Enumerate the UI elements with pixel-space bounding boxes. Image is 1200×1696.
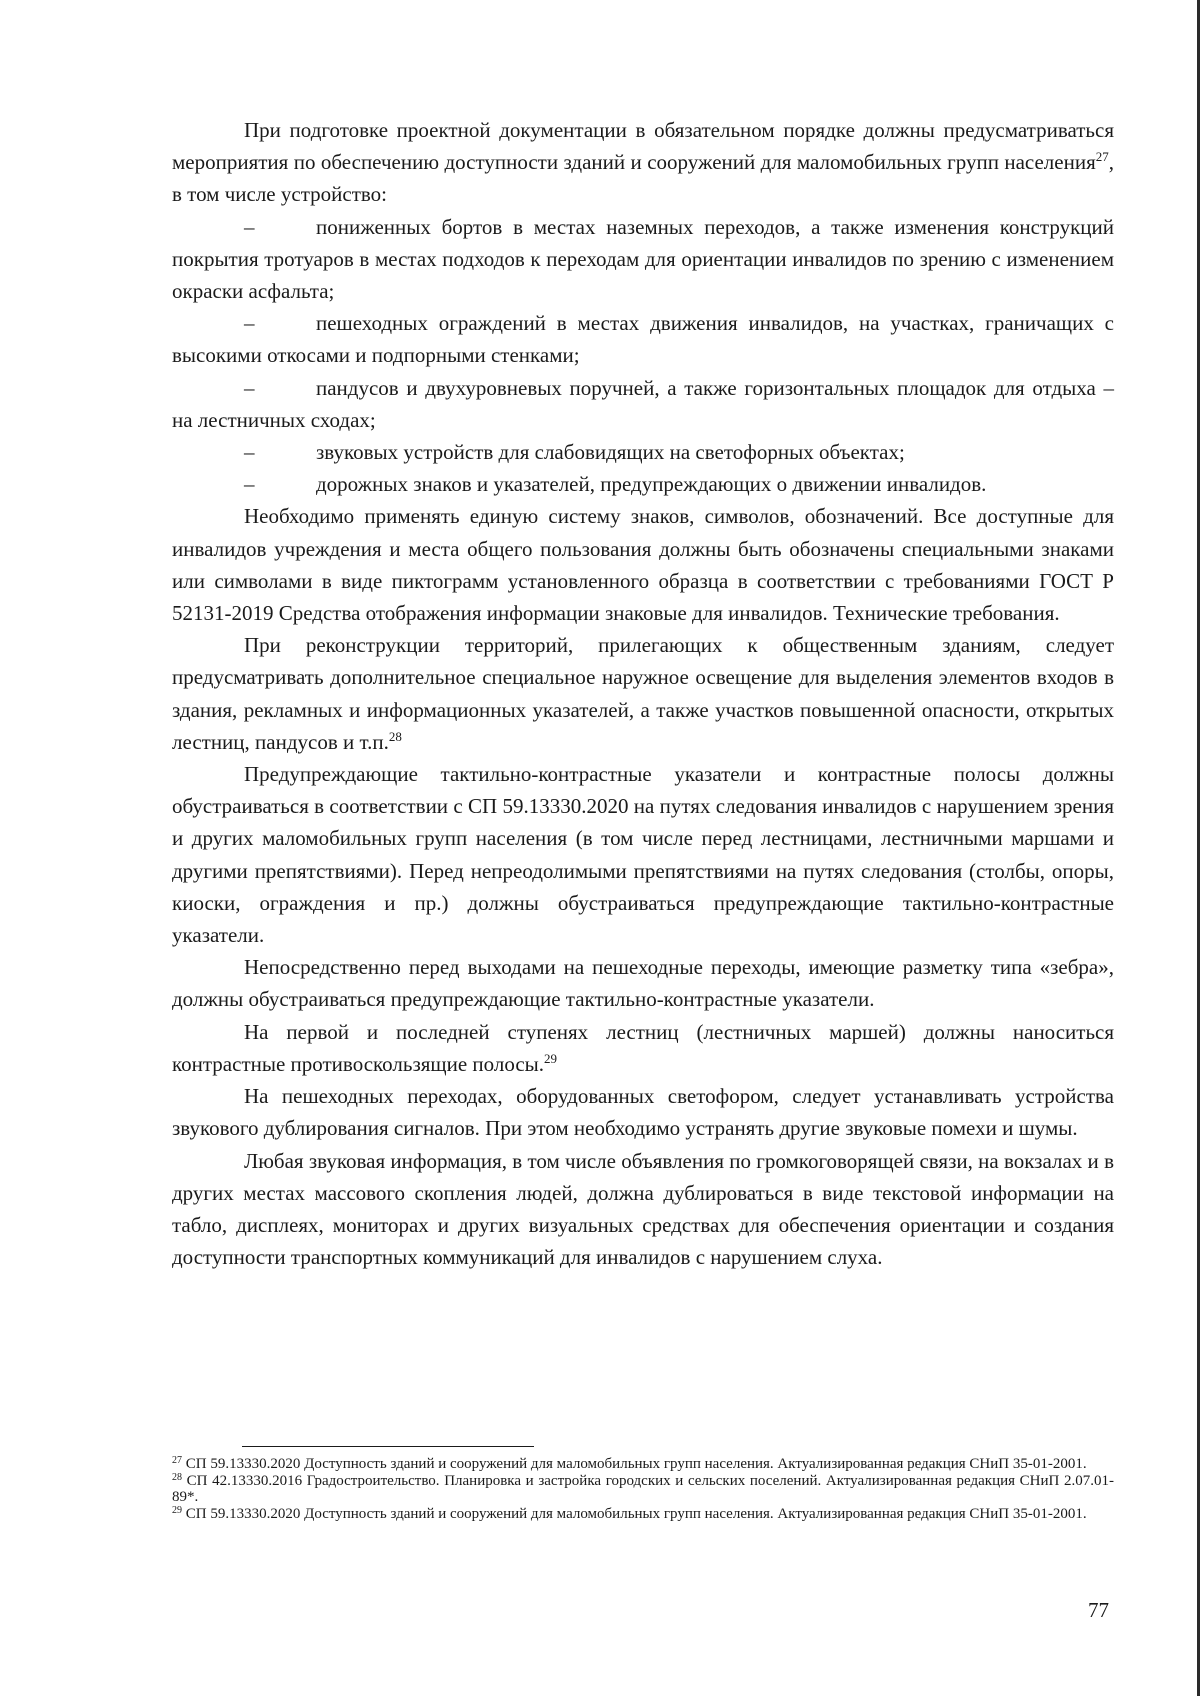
dash-marker: – <box>244 472 255 497</box>
body-text <box>172 114 1114 1273</box>
footnote-ref[interactable]: 27 <box>1095 149 1109 165</box>
list-item: – пониженных бортов в местах наземных переходов, а также изменения конструкций покрытия тротуаров в местах подходов к переходам для ориентации инвалидов по зрению с изменением окраски асфальта; <box>172 211 1114 308</box>
footnote-separator <box>242 1446 534 1447</box>
footnotes <box>172 1456 1114 1522</box>
footnote: $^{27}$ СП 59.13330.2020 Доступность зданий и сооружений для маломобильных групп населения. Актуализированная редакция СНиП 35-01-2001. <box>172 1455 1087 1472</box>
list-item: – пешеходных ограждений в местах движения инвалидов, на участках, граничащих с высокими откосами и подпорными стенками; <box>172 307 1114 371</box>
paragraph: При подготовке проектной документации в обязательном порядке должны предусматриваться мероприятия по обеспечению доступности зданий и сооружений для маломобильных групп населения$^{27}$, в том числе устройство: <box>172 118 1114 207</box>
footnote: $^{29}$ СП 59.13330.2020 Доступность зданий и сооружений для маломобильных групп населения. Актуализированная редакция СНиП 35-01-2001. <box>172 1504 1087 1522</box>
paragraph: На первой и последней ступенях лестниц (лестничных маршей) должны наноситься контрастные противоскользящие полосы.$^{29}$ <box>172 1019 1114 1076</box>
paragraph: Непосредственно перед выходами на пешеходные переходы, имеющие разметку типа «зебра», должны обустраиваться предупреждающие тактильно-контрастные указатели. <box>172 955 1114 1012</box>
footnote-ref[interactable]: 28 <box>388 728 402 744</box>
list-item: – звуковых устройств для слабовидящих на светофорных объектах; <box>172 436 1114 468</box>
footnote: $^{28}$ СП 42.13330.2016 Градостроительство. Планировка и застройка городских и сельских поселений. Актуализированная редакция СНиП 2.07.01-89*. <box>172 1471 1114 1505</box>
paragraph: Необходимо применять единую систему знаков, символов, обозначений. Все доступные для инвалидов учреждения и места общего пользования должны быть обозначены специальными знаками или символами в виде пиктограмм установленного образца в соответствии с требованиями ГОСТ Р 52131-2019 Средства отображения информации знаковые для инвалидов. Технические требования. <box>172 504 1114 626</box>
paragraph: При реконструкции территорий, прилегающих к общественным зданиям, следует предусматривать дополнительное специальное наружное освещение для выделения элементов входов в здания, рекламных и информационных указателей, а также участков повышенной опасности, открытых лестниц, пандусов и т.п.$^{28}$ <box>172 633 1114 754</box>
paragraph: Предупреждающие тактильно-контрастные указатели и контрастные полосы должны обустраиваться в соответствии с СП 59.13330.2020 на путях следования инвалидов с нарушением зрения и других маломобильных групп населения (в том числе перед лестницами, лестничными маршами и другими препятствиями). Перед непреодолимыми препятствиями на путях следования (столбы, опоры, киоски, ограждения и пр.) должны обустраиваться предупреждающие тактильно-контрастные указатели. <box>172 762 1114 948</box>
list-item: – дорожных знаков и указателей, предупреждающих о движении инвалидов. <box>172 468 1114 500</box>
footnote-number: 28 <box>172 1471 182 1483</box>
dash-marker: – <box>244 440 255 465</box>
list-item: – пандусов и двухуровневых поручней, а также горизонтальных площадок для отдыха – на лестничных сходах; <box>172 372 1114 436</box>
dash-marker: – <box>244 214 255 239</box>
paragraph: На пешеходных переходах, оборудованных светофором, следует устанавливать устройства звукового дублирования сигналов. При этом необходимо устранять другие звуковые помехи и шумы. <box>172 1084 1114 1141</box>
footnote-ref[interactable]: 29 <box>544 1050 558 1066</box>
page-number: 77 <box>1088 1598 1109 1622</box>
dash-marker: – <box>244 311 255 336</box>
paragraph: Любая звуковая информация, в том числе объявления по громкоговорящей связи, на вокзалах и в других местах массового скопления людей, должна дублироваться в виде текстовой информации на табло, дисплеях, мониторах и других визуальных средствах для обеспечения ориентации и создания доступности транспортных коммуникаций для инвалидов с нарушением слуха. <box>172 1148 1114 1270</box>
dash-marker: – <box>244 375 255 400</box>
footnote-number: 27 <box>172 1455 182 1466</box>
footnote-number: 29 <box>172 1504 182 1516</box>
